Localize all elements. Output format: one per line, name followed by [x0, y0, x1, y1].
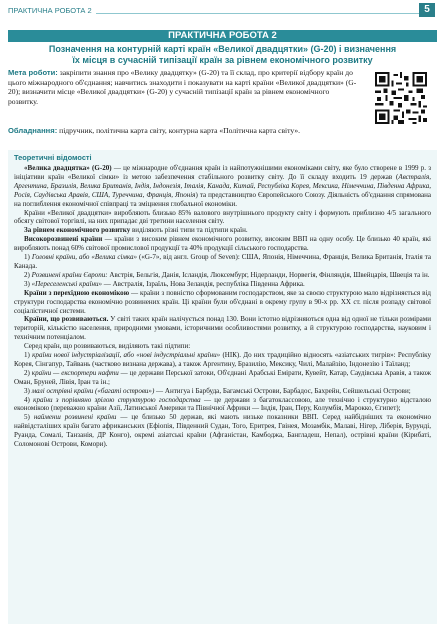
text-span: — це держави Перської затоки, Об'єднані Арабські Емірати, Кувейт, Катар, Саудівська Аравія, а також Оман, Бруней, Лівія, Іран та ін.; [14, 368, 431, 386]
term-g20-abbr: (G-20) [92, 164, 112, 172]
header-section-label: ПРАКТИЧНА РОБОТА 2 [8, 6, 96, 15]
list-item [14, 369, 431, 387]
subtype-term: «Переселенські країни» [31, 279, 102, 288]
text-span: Австрія, Бельгія, Данія, Ісландія, Люксембург, Нідерланди, Норвегія, Фінляндія, Швейцарія, Швеція та ін. [107, 270, 430, 279]
paragraph-developed [14, 235, 431, 253]
subtype-term: країни — експортери нафти [31, 368, 119, 377]
subtype-term: найменш розвинені країни [33, 413, 117, 422]
theory-box [8, 150, 437, 624]
list-item [14, 396, 431, 414]
text-span: У світі таких країн налічується понад 130. Вони істотно відрізняються одна від одної не тільки розмірами територій, кількістю населення, природними умовами, історичними особливостями розвитку, а й структурою господарства, науковим і технічним потенціалом. [14, 315, 431, 342]
term-developed: Високорозвинені країни [24, 235, 103, 244]
subtype-term: Головні країни, або «Велика сімка» [31, 253, 138, 262]
page-number: 5 [419, 3, 435, 17]
text-span: — країни з повністю сформованим господарством, яке за своєю структурою мало відрізняється від структури господарства економічно розвинених країн. Ці країни були об'єднані в окрему групу в 90-х рр. ХХ ст. після розпаду світової соціалістичної системи. [14, 288, 431, 315]
text-span: («G-7», від англ. Group of Seven): США, Японія, Німеччина, Франція, Велика Британія, Італія та Канада. [14, 253, 431, 270]
list-item [14, 351, 431, 369]
qr-code-graphic [375, 72, 427, 124]
paragraph-transition [14, 289, 431, 316]
qr-code-icon[interactable] [375, 72, 427, 124]
term-development-level: За рівнем економічного розвитку [24, 226, 131, 235]
text-span: — Австралія, Ізраїль, Нова Зеландія, республіка Південна Африка. [102, 279, 305, 288]
paragraph-g20 [14, 164, 431, 209]
subtype-term: країни з порівняно зрілою структурою господарства [33, 395, 201, 404]
list-number: 3) [24, 279, 32, 288]
subtype-term: Розвинені країни Європи: [31, 270, 108, 279]
g20-country-list: Австралія, Аргентина, Бразилія, Велика Британія, Індія, Індонезія, Італія, Канада, Китай, Республіка Корея, Мексика, Німеччина, Південна Африка, Росія, Саудівська Аравія, США, Туреччина, Франція, Японія [14, 172, 431, 199]
list-number: 1) [24, 253, 32, 262]
paragraph-g20-share: Країни «Великої двадцятки» виробляють близько 85% валового внутрішнього продукту світу і формують приблизно 4/5 загального обсягу світової торгівлі, на них припадає дві третини населення світу. [14, 208, 431, 226]
text-span: — це близько 50 держав, які мають низьке показники ВВП. Серед найбідніших та економічно найвідсталіших країн багато африканських (Ефіопія, Південний Судан, Того, Еритрея, Гвінея, Мозамбік, Малаві, Нігер, Ліберія, Бурунді, Руанда, Сомалі, Танзанія, ДР Конго), окремі азіатські країни (Афганістан, Камбоджа, Бангладеш, Непал), острівні країни (Кірибаті, Соломонові Острови, Комори). [14, 413, 431, 449]
paragraph-developing [14, 315, 431, 342]
equipment-block [8, 126, 438, 136]
equipment-label: Обладнання: [8, 126, 58, 135]
list-number: 2) [24, 368, 32, 377]
title-line-1: Позначення на контурній карті країн «Великої двадцятки» (G-20) і визначення [48, 44, 397, 54]
goal-text: закріпити знання про «Велику двадцятку» (G-20) та її склад, про критерії відбору країн до цього міжнародного об'єднання; навчитись знаходити і показувати на карті країни «Великої двадцятки» (G-20); визначити місце «Великої двадцятки» (G-20) у сучасній типізації країн за рівнем економічного розвитку. [8, 68, 357, 106]
equipment-text: підручник, політична карта світу, контурна карта «Політична карта світу». [59, 126, 301, 135]
term-developing: Країни, що розвиваються. [24, 315, 109, 324]
text-span: — це міжнародне об'єднання країн із найпотужнішими економіками світу, яке було створене в 1999 р. з ініціативи країн «Великої сімки» із метою забезпечення стабільного розвитку світу. До її складу входить 19 держав ( [14, 164, 431, 181]
term-transition: Країни з перехідною економікою [24, 288, 130, 297]
list-number: 2) [24, 270, 32, 279]
text-span: — Антигуа і Барбуда, Багамські Острови, Барбадос, Бахрейн, Сейшельські Острови; [154, 386, 411, 395]
theory-title: Теоретичні відомості [14, 153, 92, 162]
subtype-term: країни нової індустріалізації, або «нові індустріальні країни» [32, 351, 221, 360]
theory-body [14, 164, 431, 449]
page-header [0, 0, 445, 24]
text-span: ) та представництво Європейського Союзу. Діяльність об'єднання спрямована на поглиблення економічної співпраці та зміцнення глобальної економіки. [14, 190, 431, 208]
paragraph-subtypes: Серед країн, що розвиваються, виділяють такі підтипи: [24, 342, 191, 351]
paragraph-types [14, 226, 431, 235]
list-item [14, 387, 431, 396]
text-span: (НІК). До них традиційно відносять «азіатських тигрів»: Республіку Корея, Сінгапур, Тайвань (частково визнана держава), а також Аргентину, Бразилію, Мексику, Чилі, Малайзію, Індонезію і Таїланд; [14, 351, 432, 368]
term-g20: «Велика двадцятка» [24, 164, 90, 172]
goal-block [8, 68, 360, 106]
list-item [14, 271, 431, 280]
work-band-title: ПРАКТИЧНА РОБОТА 2 [8, 30, 437, 42]
list-number: 5) [24, 413, 34, 422]
list-item [14, 413, 431, 449]
goal-label: Мета роботи: [8, 68, 58, 77]
page-title [8, 44, 437, 66]
text-span: — це держави з багатоклассовою, але технічно і структурно відсталою економікою (переважно країни Азії, Латинської Америки та Північної Африки — Індія, Іран, Перу, Колумбія, Марокко, Єгипет); [14, 395, 431, 413]
text-span: виділяють різні типи та підтипи країн. [130, 226, 248, 235]
subtype-term: малі острівні країни («багаті острови») [31, 386, 155, 395]
list-item [14, 280, 431, 289]
text-span: — країни з високим рівнем економічного розвитку, високим ВВП на одну особу. Це близько 40 країн, які виробляють понад 60% світової промислової продукції та 40% продукції сільського господарства. [14, 235, 432, 253]
list-number: 4) [24, 395, 34, 404]
list-item [14, 253, 431, 271]
list-number: 1) [24, 351, 33, 360]
title-line-2: їх місця в сучасній типізації країн за рівнем економічного розвитку [72, 55, 373, 65]
list-number: 3) [24, 386, 32, 395]
